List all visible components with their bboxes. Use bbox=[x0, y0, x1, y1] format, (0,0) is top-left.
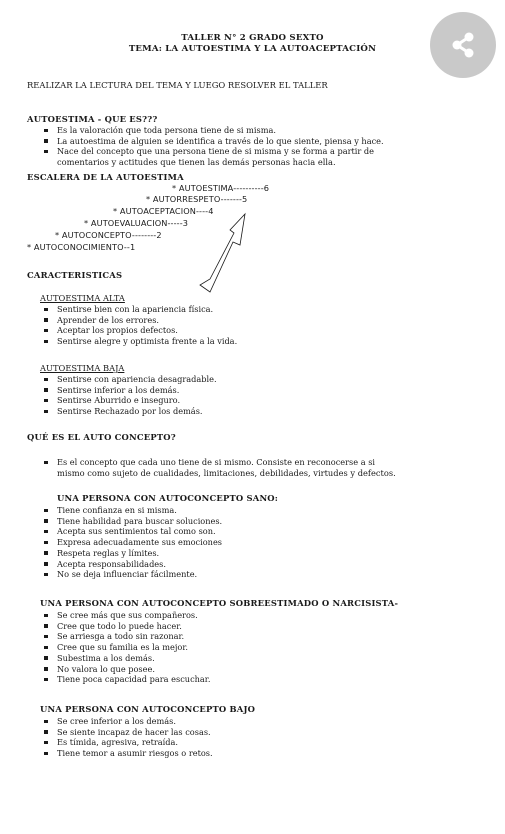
list-item: Expresa adecuadamente sus emociones bbox=[40, 537, 222, 548]
list-item: Es tímida, agresiva, retraída. bbox=[40, 737, 213, 748]
list-item: Se arriesga a todo sin razonar. bbox=[40, 631, 210, 642]
stair-step-1: * AUTOCONOCIMIENTO--1 bbox=[27, 242, 136, 252]
sano-list bbox=[40, 505, 222, 580]
list-item: Sentirse Rechazado por los demás. bbox=[40, 406, 217, 417]
sobreestimado-list bbox=[40, 610, 210, 685]
list-item: Sentirse inferior a los demás. bbox=[40, 385, 217, 396]
sano-heading: UNA PERSONA CON AUTOCONCEPTO SANO: bbox=[57, 493, 279, 503]
list-item: Es el concepto que cada uno tiene de si mismo. Consiste en reconocerse a si bbox=[40, 457, 375, 468]
list-item: Tiene temor a asumir riesgos o retos. bbox=[40, 748, 213, 759]
instruction-text: REALIZAR LA LECTURA DEL TEMA Y LUEGO RESOLVER EL TALLER bbox=[27, 80, 328, 90]
list-item: Cree que su familia es la mejor. bbox=[40, 642, 210, 653]
list-item: No valora lo que posee. bbox=[40, 664, 210, 675]
list-item: Acepta sus sentimientos tal como son. bbox=[40, 526, 222, 537]
sobreestimado-heading: UNA PERSONA CON AUTOCONCEPTO SOBREESTIMADO O NARCISISTA- bbox=[40, 598, 399, 608]
caracteristicas-heading: CARACTERISTICAS bbox=[27, 270, 123, 280]
list-item: Sentirse con apariencia desagradable. bbox=[40, 374, 217, 385]
list-item: Es la valoración que toda persona tiene de si misma. bbox=[40, 125, 384, 136]
stair-step-6: * AUTOESTIMA----------6 bbox=[172, 183, 270, 193]
stair-step-2: * AUTOCONCEPTO--------2 bbox=[55, 230, 162, 240]
autoestima-continuation: comentarios y actitudes que tienen las demás personas hacia ella. bbox=[57, 157, 336, 167]
list-item: Respeta reglas y límites. bbox=[40, 548, 222, 559]
stair-step-5: * AUTORRESPETO-------5 bbox=[146, 194, 248, 204]
autoconcepto-continuation: mismo como sujeto de cualidades, limitaciones, debilidades, virtudes y defectos. bbox=[57, 468, 396, 478]
list-item: Sentirse Aburrido e inseguro. bbox=[40, 395, 217, 406]
list-item: Se cree más que sus compañeros. bbox=[40, 610, 210, 621]
escalera-heading: ESCALERA DE LA AUTOESTIMA bbox=[27, 172, 184, 182]
list-item: Nace del concepto que una persona tiene de si misma y se forma a partir de bbox=[40, 146, 384, 157]
list-item: Sentirse bien con la apariencia física. bbox=[40, 304, 237, 315]
baja-heading: AUTOESTIMA BAJA bbox=[40, 363, 125, 373]
list-item: Se cree inferior a los demás. bbox=[40, 716, 213, 727]
alta-list bbox=[40, 304, 237, 347]
list-item: La autoestima de alguien se identifica a través de lo que siente, piensa y hace. bbox=[40, 136, 384, 147]
list-item: Se siente incapaz de hacer las cosas. bbox=[40, 727, 213, 738]
autoconcepto-list bbox=[40, 457, 375, 468]
document-topic: TEMA: LA AUTOESTIMA Y LA AUTOACEPTACIÓN bbox=[128, 44, 377, 54]
stair-step-4: * AUTOACEPTACION----4 bbox=[113, 206, 214, 216]
stair-step-3: * AUTOEVALUACION-----3 bbox=[84, 218, 189, 228]
bajo-list bbox=[40, 716, 213, 759]
list-item: Sentirse alegre y optimista frente a la vida. bbox=[40, 336, 237, 347]
list-item: Acepta responsabilidades. bbox=[40, 559, 222, 570]
list-item: Aprender de los errores. bbox=[40, 315, 237, 326]
baja-list bbox=[40, 374, 217, 417]
autoconcepto-heading: QUÉ ES EL AUTO CONCEPTO? bbox=[27, 432, 176, 442]
autoestima-heading: AUTOESTIMA - QUE ES??? bbox=[27, 114, 158, 124]
list-item: Tiene habilidad para buscar soluciones. bbox=[40, 516, 222, 527]
list-item: Aceptar los propios defectos. bbox=[40, 325, 237, 336]
list-item: Tiene confianza en si misma. bbox=[40, 505, 222, 516]
list-item: Cree que todo lo puede hacer. bbox=[40, 621, 210, 632]
list-item: No se deja influenciar fácilmente. bbox=[40, 569, 222, 580]
list-item: Subestima a los demás. bbox=[40, 653, 210, 664]
alta-heading: AUTOESTIMA ALTA bbox=[40, 293, 125, 303]
list-item: Tiene poca capacidad para escuchar. bbox=[40, 674, 210, 685]
document-title: TALLER N° 2 GRADO SEXTO bbox=[181, 33, 324, 43]
bajo-heading: UNA PERSONA CON AUTOCONCEPTO BAJO bbox=[40, 704, 256, 714]
